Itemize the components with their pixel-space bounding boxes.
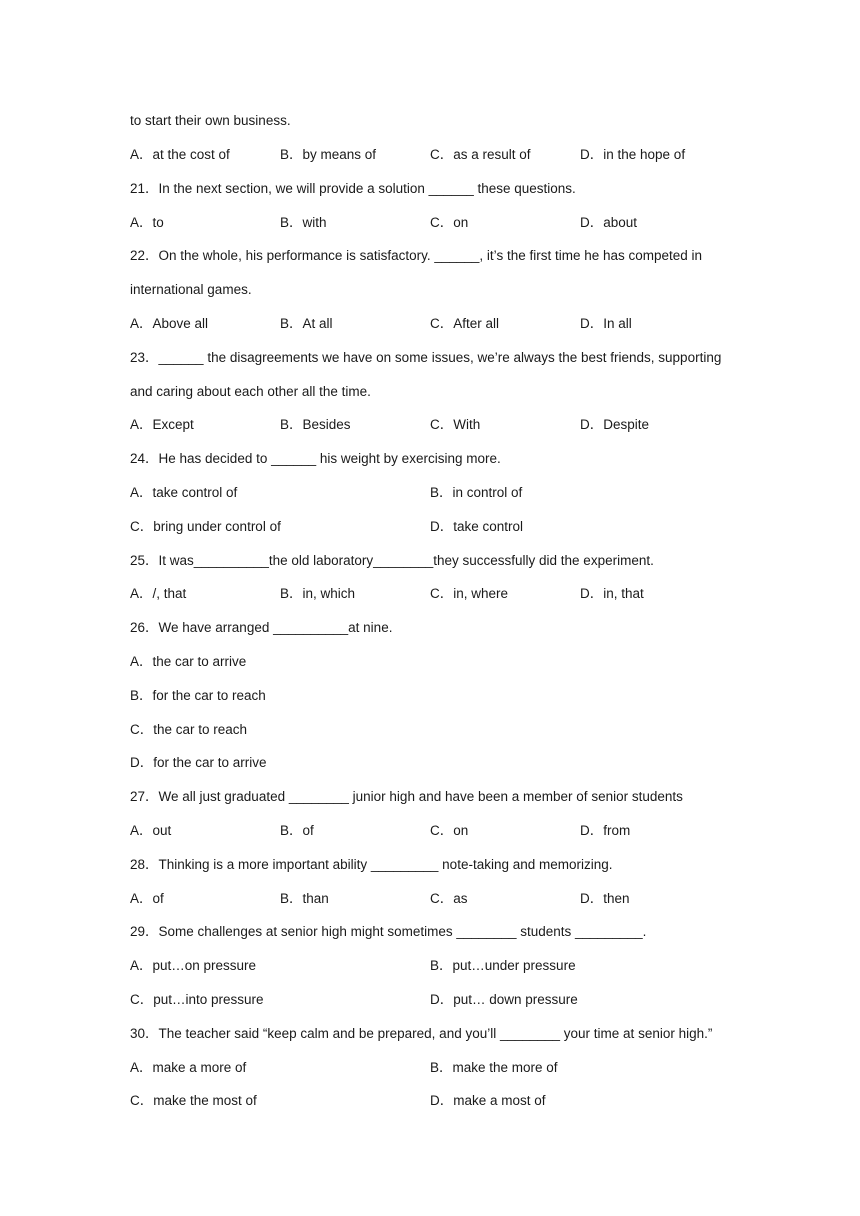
q30-option-b: B．make the more of bbox=[430, 1060, 558, 1075]
q28-option-b: B．than bbox=[280, 891, 329, 906]
q26-option-d: D．for the car to arrive bbox=[130, 755, 267, 770]
question-23-stem-cont: and caring about each other all the time. bbox=[130, 384, 371, 399]
q30-option-d: D．make a most of bbox=[430, 1093, 546, 1108]
q30-option-c: C．make the most of bbox=[130, 1093, 257, 1108]
question-21-stem: 21．In the next section, we will provide a solution ______ these questions. bbox=[130, 181, 576, 196]
q25-option-c: C．in, where bbox=[430, 586, 509, 601]
question-25-stem: 25．It was__________the old laboratory________they successfully did the experiment. bbox=[130, 553, 654, 568]
q26-option-a: A．the car to arrive bbox=[130, 654, 247, 669]
q26-option-c: C．the car to reach bbox=[130, 722, 248, 737]
q21-option-c: C．on bbox=[430, 215, 469, 230]
q24-option-d: D．take control bbox=[430, 519, 524, 534]
q28-option-a: A．of bbox=[130, 891, 164, 906]
question-26-stem: 26．We have arranged __________at nine. bbox=[130, 620, 393, 635]
question-22-stem: 22．On the whole, his performance is satisfactory. ______, it’s the first time he has competed in bbox=[130, 248, 703, 263]
q21-option-d: D．about bbox=[580, 215, 638, 230]
q28-option-d: D．then bbox=[580, 891, 630, 906]
question-27-stem: 27．We all just graduated ________ junior high and have been a member of senior students bbox=[130, 789, 683, 804]
question-28-stem: 28．Thinking is a more important ability _________ note-taking and memorizing. bbox=[130, 857, 613, 872]
q20-option-b: B．by means of bbox=[280, 147, 377, 162]
q20-option-a: A．at the cost of bbox=[130, 147, 230, 162]
q23-option-a: A．Except bbox=[130, 417, 194, 432]
q22-option-a: A．Above all bbox=[130, 316, 209, 331]
q25-option-b: B．in, which bbox=[280, 586, 356, 601]
q29-option-c: C．put…into pressure bbox=[130, 992, 264, 1007]
q29-option-d: D．put… down pressure bbox=[430, 992, 578, 1007]
q27-option-b: B．of bbox=[280, 823, 314, 838]
q27-option-c: C．on bbox=[430, 823, 469, 838]
q22-option-d: D．In all bbox=[580, 316, 632, 331]
q27-option-d: D．from bbox=[580, 823, 631, 838]
question-20-stem: to start their own business. bbox=[130, 113, 291, 128]
q24-option-a: A．take control of bbox=[130, 485, 238, 500]
q24-option-c: C．bring under control of bbox=[130, 519, 281, 534]
q26-option-b: B．for the car to reach bbox=[130, 688, 266, 703]
q29-option-a: A．put…on pressure bbox=[130, 958, 257, 973]
q27-option-a: A．out bbox=[130, 823, 172, 838]
q25-option-d: D．in, that bbox=[580, 586, 644, 601]
q23-option-b: B．Besides bbox=[280, 417, 351, 432]
question-22-stem-cont: international games. bbox=[130, 282, 252, 297]
q23-option-c: C．With bbox=[430, 417, 481, 432]
q30-option-a: A．make a more of bbox=[130, 1060, 247, 1075]
q21-option-b: B．with bbox=[280, 215, 327, 230]
q22-option-b: B．At all bbox=[280, 316, 333, 331]
question-29-stem: 29．Some challenges at senior high might sometimes ________ students _________. bbox=[130, 924, 647, 939]
q20-option-c: C．as a result of bbox=[430, 147, 531, 162]
q24-option-b: B．in control of bbox=[430, 485, 523, 500]
question-24-stem: 24．He has decided to ______ his weight by exercising more. bbox=[130, 451, 501, 466]
question-30-stem: 30．The teacher said “keep calm and be prepared, and you’ll ________ your time at senior high.” bbox=[130, 1026, 713, 1041]
q28-option-c: C．as bbox=[430, 891, 468, 906]
q22-option-c: C．After all bbox=[430, 316, 500, 331]
q20-option-d: D．in the hope of bbox=[580, 147, 686, 162]
q25-option-a: A．/, that bbox=[130, 586, 187, 601]
q23-option-d: D．Despite bbox=[580, 417, 650, 432]
q29-option-b: B．put…under pressure bbox=[430, 958, 576, 973]
q21-option-a: A．to bbox=[130, 215, 164, 230]
question-23-stem: 23．______ the disagreements we have on some issues, we’re always the best friends, supporting bbox=[130, 350, 722, 365]
